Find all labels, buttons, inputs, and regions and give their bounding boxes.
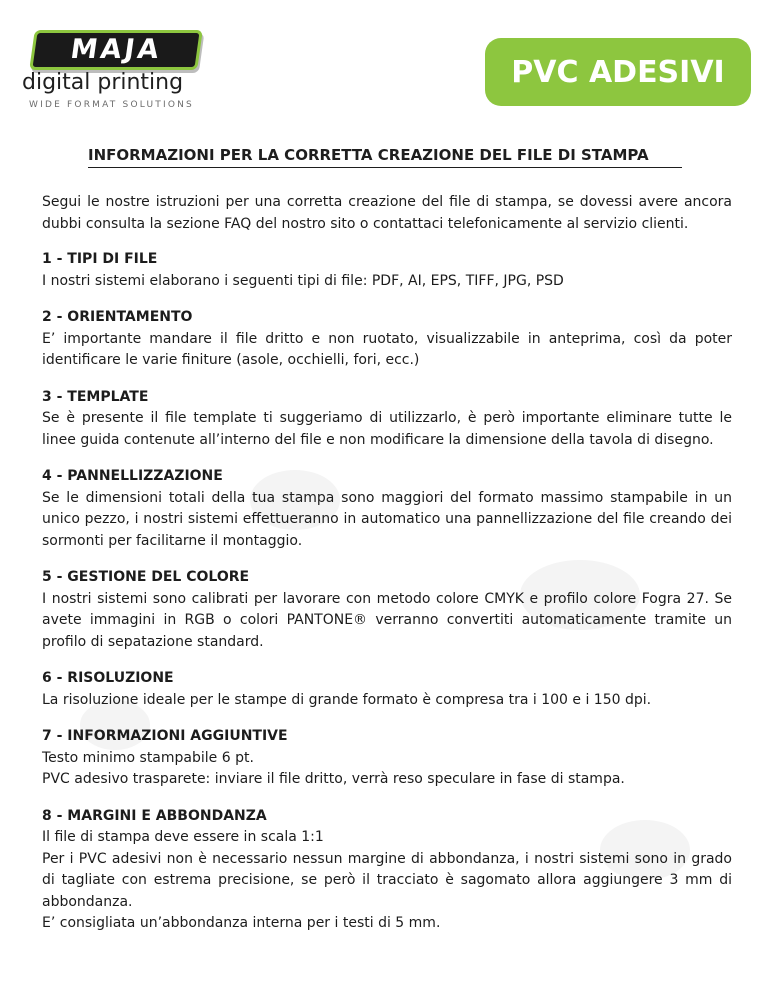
section-text: I nostri sistemi sono calibrati per lavorare con metodo colore CMYK e profilo colore Fogra 27. Se avete immagini in RGB o colori PANTONE® verranno convertiti automaticamente tramite un profilo di sepatazione standard. [42,590,732,650]
logo-mark [29,30,203,70]
section-title: 4 - PANNELLIZZAZIONE [42,468,223,484]
section-text: PVC adesivo trasparete: inviare il file dritto, verrà reso speculare in fase di stampa. [42,771,625,787]
section-color-management [42,567,732,653]
section-text: Il file di stampa deve essere in scala 1:1 [42,829,324,845]
section-title: 6 - RISOLUZIONE [42,670,174,686]
section-title: 5 - GESTIONE DEL COLORE [42,569,250,585]
section-title: 3 - TEMPLATE [42,388,149,405]
logo-tagline: WIDE FORMAT SOLUTIONS [29,100,194,110]
instructions-content [42,192,732,950]
section-resolution [42,668,732,711]
section-text: Per i PVC adesivi non è necessario nessun margine di abbondanza, i nostri sistemi sono in grado di tagliate con estrema precisione, se però il tracciato è sagomato allora aggiungere 3 mm di abbondanza. [42,850,732,910]
section-orientation [42,307,732,372]
section-title: 7 - INFORMAZIONI AGGIUNTIVE [42,728,288,744]
product-badge [485,38,751,106]
product-badge-label: PVC ADESIVI [511,54,725,90]
page-heading: INFORMAZIONI PER LA CORRETTA CREAZIONE DEL FILE DI STAMPA [88,146,682,168]
section-file-types [42,249,732,292]
section-text: I nostri sistemi elaborano i seguenti tipi di file: PDF, AI, EPS, TIFF, JPG, PSD [42,272,564,289]
logo-brand: MAJA [68,34,164,65]
section-text: Se le dimensioni totali della tua stampa sono maggiori del formato massimo stampabile in un unico pezzo, i nostri sistemi effettueranno in automatico una pannellizzazione del file creando dei sormonti per facilitarne il montaggio. [42,489,732,549]
section-text: La risoluzione ideale per le stampe di grande formato è compresa tra i 100 e i 150 dpi. [42,691,652,708]
section-template [42,387,732,452]
section-panelling [42,466,732,552]
maja-logo [22,26,202,110]
section-title: 1 - TIPI DI FILE [42,251,158,267]
section-title: 2 - ORIENTAMENTO [42,309,193,325]
logo-subtitle: digital printing [22,70,184,95]
section-text: E’ importante mandare il file dritto e non ruotato, visualizzabile in anteprima, così da poter identificare le varie finiture (asole, occhielli, fori, ecc.) [42,330,732,368]
section-text: Testo minimo stampabile 6 pt. [42,749,254,766]
intro-paragraph: Segui le nostre istruzioni per una corretta creazione del file di stampa, se dovessi avere ancora dubbi consulta la sezione FAQ del nostro sito o contattaci telefonicamente al servizio clienti. [42,194,732,232]
section-title: 8 - MARGINI E ABBONDANZA [42,807,267,824]
section-additional-info [42,726,732,791]
section-text: E’ consigliata un’abbondanza interna per i testi di 5 mm. [42,915,441,931]
section-text: Se è presente il file template ti suggeriamo di utilizzarlo, è però importante eliminare tutte le linee guida contenute all’interno del file e non modificare la dimensione della tavola di disegno. [42,410,732,448]
section-margins-bleed [42,806,732,935]
